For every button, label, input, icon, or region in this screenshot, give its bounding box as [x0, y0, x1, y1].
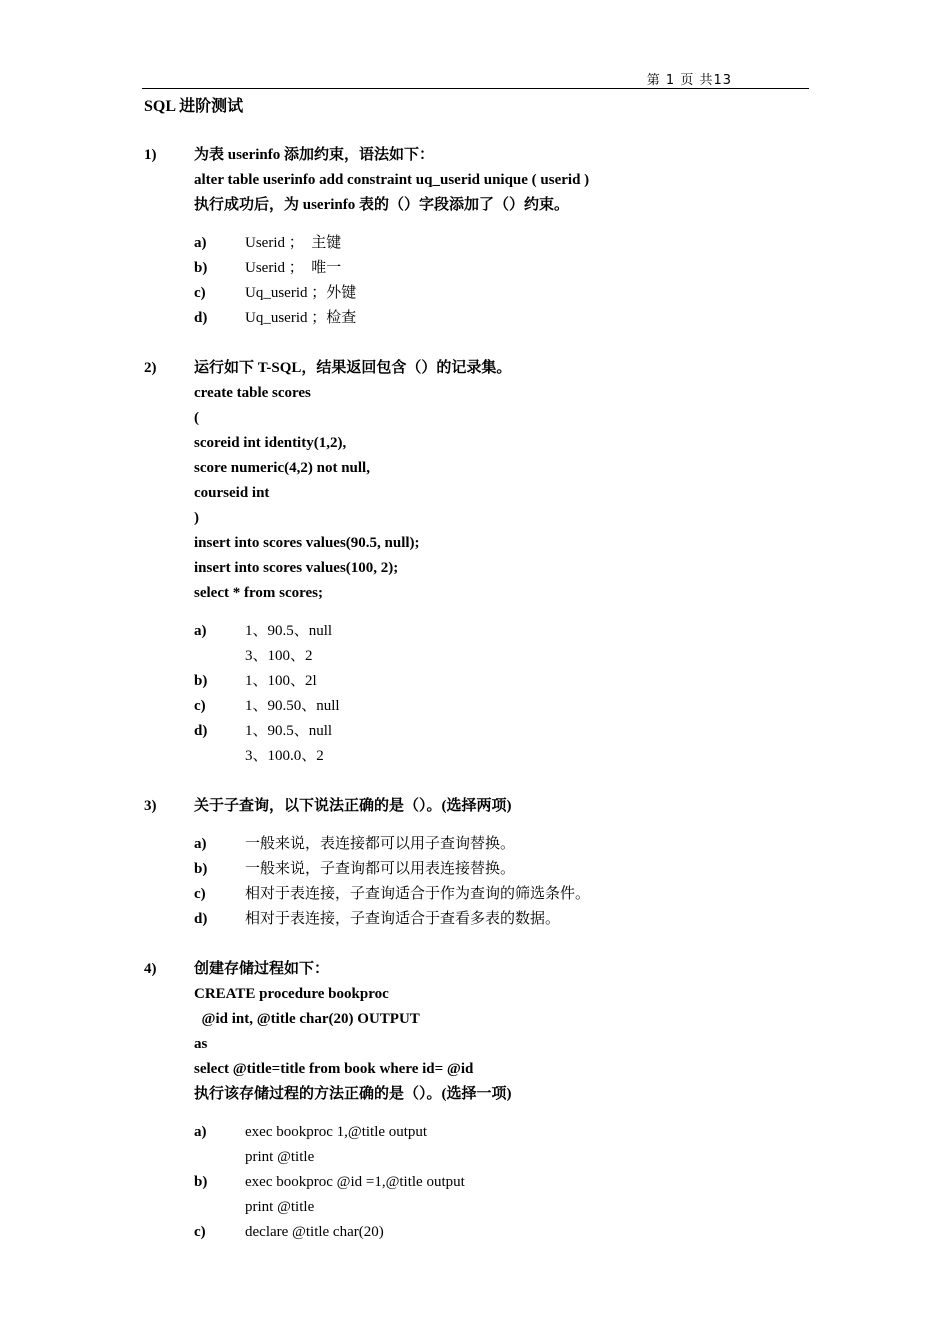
option-label: c) [194, 285, 206, 301]
option-c [0, 1220, 950, 1245]
option-d [0, 719, 950, 769]
stem-line: scoreid int identity(1,2), [194, 435, 347, 451]
option-label: c) [194, 698, 206, 714]
question-number: 4) [144, 961, 157, 977]
option-text [245, 281, 950, 306]
option-a [0, 619, 950, 669]
option-text [245, 857, 950, 882]
stem-line: as [194, 1036, 208, 1052]
option-label: a) [194, 623, 207, 639]
page-header [142, 66, 809, 89]
option-line: 3、100、2 [245, 648, 313, 664]
stem-line: alter table userinfo add constraint uq_userid unique ( userid ) [194, 172, 590, 188]
option-text [245, 882, 950, 907]
option-line: 一般来说，子查询都可以用表连接替换。 [245, 861, 516, 877]
option-b [0, 256, 950, 281]
option-c [0, 882, 950, 907]
option-line: Uq_userid ；检查 [245, 310, 357, 326]
option-label: b) [194, 1174, 208, 1190]
option-label: c) [194, 1224, 206, 1240]
option-d [0, 907, 950, 932]
option-label: a) [194, 235, 207, 251]
option-text [245, 306, 950, 331]
option-label: d) [194, 310, 208, 326]
stem-line: create table scores [194, 385, 311, 401]
option-a [0, 832, 950, 857]
stem-line: insert into scores values(90.5, null); [194, 535, 420, 551]
option-text [245, 256, 950, 281]
option-line: Userid ； 主键 [245, 235, 342, 251]
option-line: 1、100、2l [245, 673, 317, 689]
question-list [0, 143, 950, 1245]
option-line: print @title [245, 1149, 315, 1165]
stem-line: ( [194, 410, 199, 426]
option-b [0, 857, 950, 882]
question-2 [0, 356, 950, 794]
stem-line: @id int, @title char(20) OUTPUT [194, 1011, 420, 1027]
stem-line: 运行如下 T-SQL，结果返回包含（）的记录集。 [194, 360, 512, 376]
options-list [0, 619, 950, 769]
option-label: a) [194, 1124, 207, 1140]
option-label: c) [194, 886, 206, 902]
option-line: exec bookproc 1,@title output [245, 1124, 428, 1140]
option-line: Userid ； 唯一 [245, 260, 342, 276]
option-text [245, 619, 950, 669]
option-text [245, 907, 950, 932]
option-text [245, 1220, 950, 1245]
option-label: b) [194, 861, 208, 877]
stem-line: 为表 userinfo 添加约束，语法如下： [194, 147, 435, 163]
question-number: 2) [144, 360, 157, 376]
options-list [0, 832, 950, 932]
option-a [0, 231, 950, 256]
option-label: b) [194, 260, 208, 276]
option-text [245, 694, 950, 719]
stem-line: ) [194, 510, 199, 526]
option-line: exec bookproc @id =1,@title output [245, 1174, 465, 1190]
option-line: 1、90.5、null [245, 623, 333, 639]
page-number: 第 1 页 共13 [646, 73, 732, 88]
question-4 [0, 957, 950, 1245]
option-line: 1、90.5、null [245, 723, 333, 739]
stem-line: select * from scores; [194, 585, 323, 601]
document-title: SQL 进阶测试 [144, 98, 244, 115]
question-number: 3) [144, 798, 157, 814]
option-text [245, 669, 950, 694]
option-b [0, 669, 950, 694]
stem-line: insert into scores values(100, 2); [194, 560, 399, 576]
stem-line: 执行该存储过程的方法正确的是（）。(选择一项) [194, 1086, 512, 1102]
option-line: 相对于表连接，子查询适合于作为查询的筛选条件。 [245, 886, 591, 902]
stem-line: select @title=title from book where id= @id [194, 1061, 474, 1077]
options-list [0, 231, 950, 331]
question-stem [194, 957, 950, 1107]
question-3 [0, 794, 950, 957]
option-a [0, 1120, 950, 1170]
option-c [0, 694, 950, 719]
option-c [0, 281, 950, 306]
option-label: b) [194, 673, 208, 689]
option-line: 1、90.50、null [245, 698, 340, 714]
question-1 [0, 143, 950, 356]
option-line: print @title [245, 1199, 315, 1215]
option-text [245, 1170, 950, 1220]
option-line: 一般来说，表连接都可以用子查询替换。 [245, 836, 516, 852]
option-line: Uq_userid ；外键 [245, 285, 357, 301]
option-text [245, 832, 950, 857]
option-d [0, 306, 950, 331]
options-list [0, 1120, 950, 1245]
question-stem [194, 794, 950, 819]
option-line: declare @title char(20) [245, 1224, 384, 1240]
stem-line: 关于子查询，以下说法正确的是（）。(选择两项) [194, 798, 512, 814]
option-b [0, 1170, 950, 1220]
question-stem [194, 356, 950, 606]
option-text [245, 231, 950, 256]
stem-line: courseid int [194, 485, 270, 501]
question-number: 1) [144, 147, 157, 163]
stem-line: 执行成功后，为 userinfo 表的（）字段添加了（）约束。 [194, 197, 570, 213]
option-label: d) [194, 911, 208, 927]
option-label: a) [194, 836, 207, 852]
option-text [245, 1120, 950, 1170]
option-label: d) [194, 723, 208, 739]
option-text [245, 719, 950, 769]
option-line: 相对于表连接，子查询适合于查看多表的数据。 [245, 911, 561, 927]
stem-line: 创建存储过程如下： [194, 961, 330, 977]
stem-line: score numeric(4,2) not null, [194, 460, 370, 476]
stem-line: CREATE procedure bookproc [194, 986, 389, 1002]
option-line: 3、100.0、2 [245, 748, 324, 764]
question-stem [194, 143, 950, 218]
